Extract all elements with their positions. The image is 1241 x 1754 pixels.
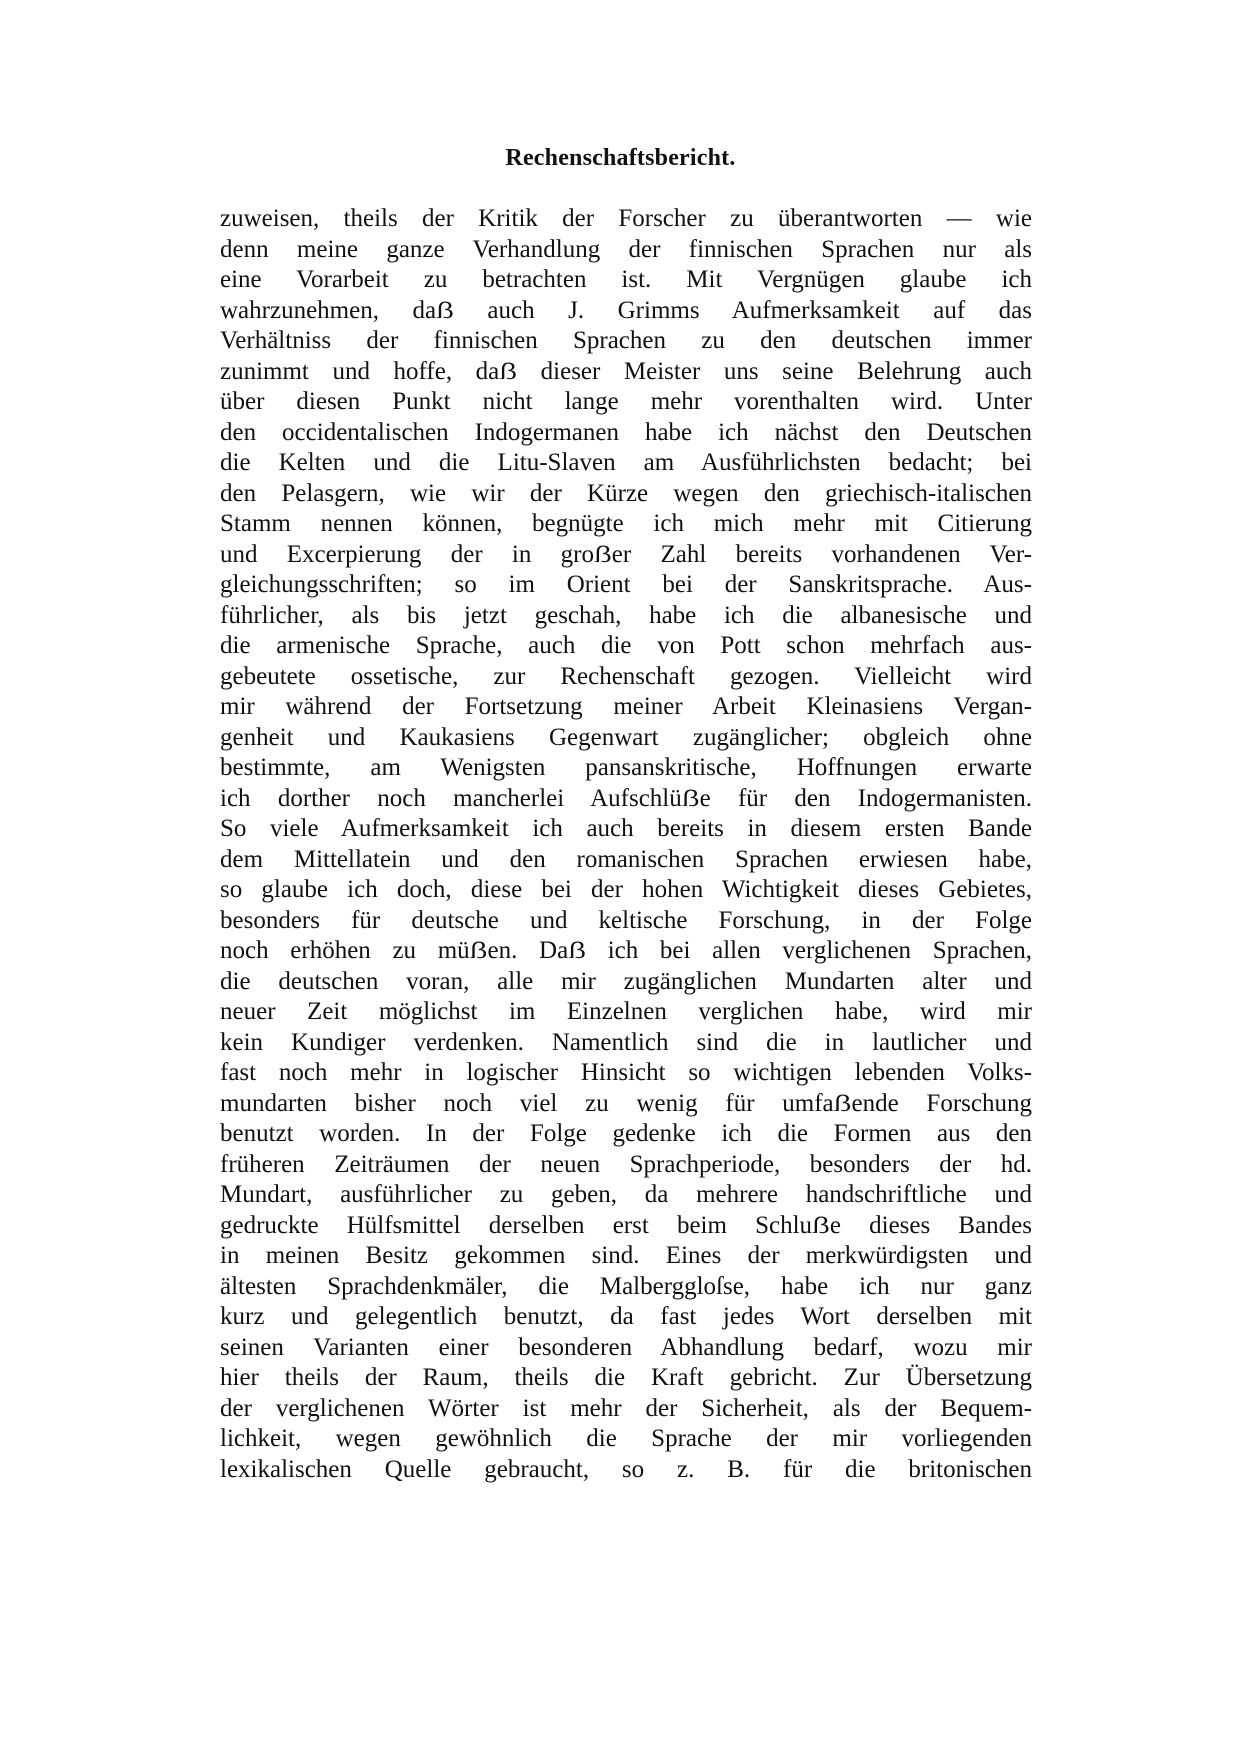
text-line: gebeutete ossetische, zur Rechenschaft gezogen. Vielleicht wird [220,662,1032,690]
text-line: so glaube ich doch, diese bei der hohen Wichtigkeit dieses Gebietes, [220,876,1032,903]
text-line: über diesen Punkt nicht lange mehr vorenthalten wird. Unter [220,388,1032,415]
text-line: der verglichenen Wörter ist mehr der Sicherheit, als der Bequem- [220,1394,1032,1422]
text-line: gleichungsschriften; so im Orient bei der Sanskritsprache. Aus- [220,571,1032,598]
text-line: besonders für deutsche und keltische Forschung, in der Folge [220,906,1032,934]
text-line: kurz und gelegentlich benutzt, da fast jedes Wort derselben mit [220,1303,1032,1330]
text-line: wahrzunehmen, daẞ auch J. Grimms Aufmerksamkeit auf das [220,296,1032,324]
text-line: fast noch mehr in logischer Hinsicht so wichtigen lebenden Volks- [220,1059,1032,1086]
text-line: kein Kundiger verdenken. Namentlich sind die in lautlicher und [220,1028,1032,1056]
text-line: gedruckte Hülfsmittel derselben erst beim Schluẞe dieses Bandes [220,1211,1032,1239]
text-line: lexikalischen Quelle gebraucht, so z. B. für die britonischen [220,1455,1032,1483]
text-line: neuer Zeit möglichst im Einzelnen verglichen habe, wird mir [220,998,1032,1025]
text-line: die Kelten und die Litu-Slaven am Ausführlichsten bedacht; bei [220,449,1032,476]
text-line: seinen Varianten einer besonderen Abhandlung bedarf, wozu mir [220,1333,1032,1361]
text-line: hier theils der Raum, theils die Kraft gebricht. Zur Übersetzung [220,1364,1032,1391]
text-line: Stamm nennen können, begnügte ich mich mehr mit Citierung [220,510,1032,537]
text-line: bestimmte, am Wenigsten pansanskritische, Hoffnungen erwarte [220,754,1032,781]
text-line: genheit und Kaukasiens Gegenwart zugänglicher; obgleich ohne [220,723,1032,751]
text-line: ältesten Sprachdenkmäler, die Malberggloſse, habe ich nur ganz [220,1272,1032,1300]
text-line: denn meine ganze Verhandlung der finnischen Sprachen nur als [220,235,1032,263]
text-line: dem Mittellatein und den romanischen Sprachen erwiesen habe, [220,845,1032,873]
text-line: den occidentalischen Indogermanen habe ich nächst den Deutschen [220,418,1032,446]
text-line: die deutschen voran, alle mir zugänglichen Mundarten alter und [220,967,1032,995]
text-line: Verhältniss der finnischen Sprachen zu den deutschen immer [220,327,1032,354]
text-line: lichkeit, wegen gewöhnlich die Sprache der mir vorliegenden [220,1425,1032,1452]
text-line: mir während der Fortsetzung meiner Arbeit Kleinasiens Vergan- [220,693,1032,720]
text-line: zunimmt und hoffe, daẞ dieser Meister uns seine Belehrung auch [220,357,1032,385]
running-head: Rechenschaftsbericht. [505,145,736,171]
text-line: führlicher, als bis jetzt geschah, habe ich die albanesische und [220,601,1032,629]
text-line: Mundart, ausführlicher zu geben, da mehrere handschriftliche und [220,1181,1032,1208]
text-line: eine Vorarbeit zu betrachten ist. Mit Vergnügen glaube ich [220,266,1032,293]
text-line: den Pelasgern, wie wir der Kürze wegen den griechisch-italischen [220,479,1032,507]
text-line: und Excerpierung der in groẞer Zahl bereits vorhandenen Ver- [220,540,1032,568]
text-line: früheren Zeiträumen der neuen Sprachperiode, besonders der hd. [220,1150,1032,1178]
text-line: So viele Aufmerksamkeit ich auch bereits in diesem ersten Bande [220,815,1032,842]
text-line: zuweisen, theils der Kritik der Forscher zu überantworten — wie [220,205,1032,232]
body-text [220,204,1032,1485]
text-line: die armenische Sprache, auch die von Pott schon mehrfach aus- [220,632,1032,659]
text-line: benutzt worden. In der Folge gedenke ich die Formen aus den [220,1120,1032,1147]
text-line: ich dorther noch mancherlei Aufschlüẞe für den Indogermanisten. [220,784,1032,812]
text-line: noch erhöhen zu müẞen. Daẞ ich bei allen verglichenen Sprachen, [220,937,1032,964]
text-line: mundarten bisher noch viel zu wenig für umfaẞende Forschung [220,1089,1032,1117]
text-line: in meinen Besitz gekommen sind. Eines der merkwürdigsten und [220,1242,1032,1269]
